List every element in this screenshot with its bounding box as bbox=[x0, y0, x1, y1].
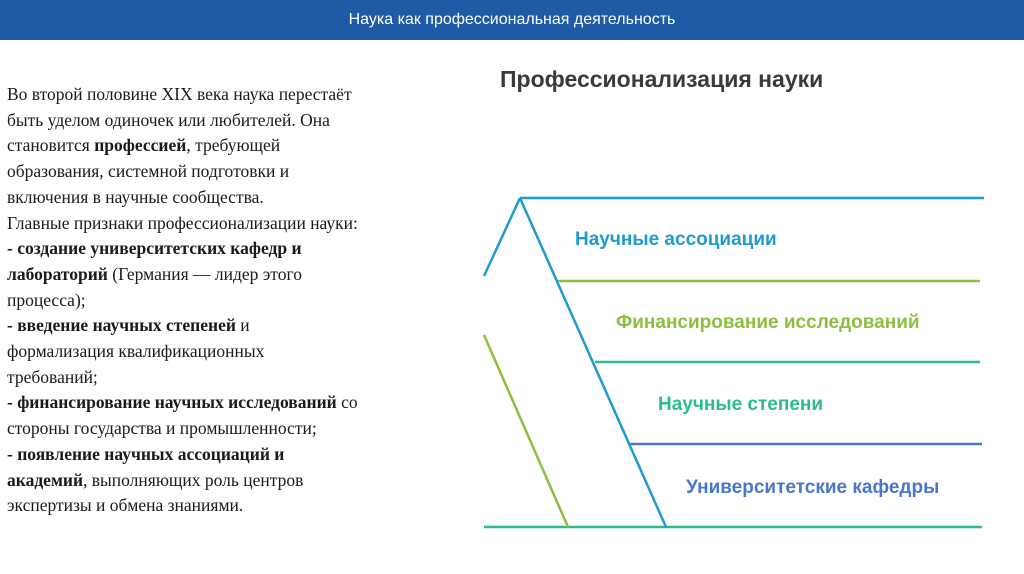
step-label-4: Университетские кафедры bbox=[686, 477, 940, 498]
body-text-bold: - введение научных степеней bbox=[7, 315, 236, 336]
body-text-segment: Главные признаки профессионализации науки: bbox=[7, 212, 358, 233]
body-text-segment: становится bbox=[7, 135, 95, 156]
body-text-segment: со bbox=[336, 392, 358, 413]
body-text-bold: - финансирование научных исследований bbox=[7, 392, 337, 413]
body-text-segment: (Германия — лидер этого bbox=[107, 263, 302, 284]
body-text-bold: академий bbox=[7, 469, 84, 490]
body-text-segment: процесса); bbox=[7, 289, 86, 310]
slope-left-upper bbox=[484, 198, 520, 276]
body-text-segment: и bbox=[235, 315, 250, 336]
step-label-2: Финансирование исследований bbox=[616, 312, 920, 333]
body-text-bold: - создание университетских кафедр и bbox=[7, 238, 302, 259]
body-text-segment: , требующей bbox=[186, 135, 281, 156]
body-text-bold: - появление научных ассоциаций и bbox=[7, 443, 285, 464]
body-text-bold: лабораторий bbox=[7, 263, 108, 284]
slope-left-lower bbox=[484, 335, 568, 527]
body-text-segment: стороны государства и промышленности; bbox=[7, 418, 317, 439]
body-text-segment: формализация квалификационных bbox=[7, 341, 265, 362]
step-label-1: Научные ассоциации bbox=[575, 229, 777, 250]
body-text-segment: экспертизы и обмена знаниями. bbox=[7, 495, 244, 516]
step-label-3: Научные степени bbox=[658, 394, 824, 415]
body-text-segment: Во второй половине XIX века наука перестаёт bbox=[7, 84, 352, 104]
body-text-segment: быть уделом одиночек или любителей. Она bbox=[7, 109, 330, 130]
diagram-title: Профессионализация науки bbox=[500, 66, 824, 92]
body-text-segment: , выполняющих роль центров bbox=[83, 469, 304, 490]
body-text-bold: профессией bbox=[94, 135, 187, 156]
body-text-segment: включения в научные сообщества. bbox=[7, 186, 264, 207]
body-text-segment: требований; bbox=[7, 366, 98, 387]
body-text-segment: образования, системной подготовки и bbox=[7, 161, 290, 182]
header-title: Наука как профессиональная деятельность bbox=[348, 11, 676, 28]
